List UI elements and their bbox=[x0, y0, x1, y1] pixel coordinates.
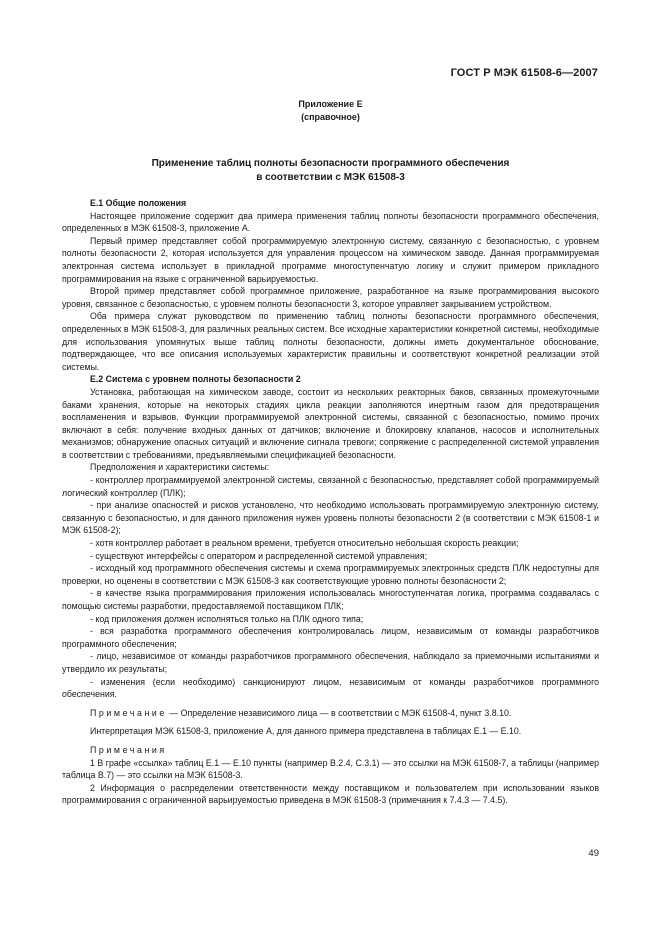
note bbox=[62, 707, 599, 720]
list-item: - изменения (если необходимо) санкционируют лицом, независимым от команды разработчиков программного обеспечения. bbox=[62, 676, 599, 700]
note-label: Примечание bbox=[90, 707, 167, 718]
standard-designation: ГОСТ Р МЭК 61508-6—2007 bbox=[450, 67, 598, 79]
note-item: 1 В графе «ссылка» таблиц Е.1 — Е.10 пункты (например В.2.4, С.3.1) — это ссылки на МЭК 61508-7, а таблицы (например таблица В.7) — это ссылки на МЭК 61508-3. bbox=[62, 757, 599, 781]
paragraph: Предположения и характеристики системы: bbox=[90, 462, 270, 473]
list-item: - исходный код программного обеспечения системы и схема программируемых электронных средств ПЛК недоступны для проверки, но оценены в соответствии с МЭК 61508-3 как соответствующие уровню полноты безопасности 2; bbox=[62, 563, 599, 586]
note-text: — Определение независимого лица — в соответствии с МЭК 61508-4, пункт 3.8.10. bbox=[166, 707, 512, 718]
interpretation-text: Интерпретация МЭК 61508-3, приложение А, для данного примера представлена в таблицах Е.1 — Е.10. bbox=[90, 726, 522, 737]
list-item: - вся разработка программного обеспечения контролировалась лицом, независимым от команды разработчиков программного обеспечения; bbox=[62, 626, 599, 649]
page-number: 49 bbox=[588, 848, 599, 859]
list-item: - существуют интерфейсы с оператором и распределенной системой управления; bbox=[90, 550, 428, 561]
list-item: - код приложения должен исполняться только на ПЛК одного типа; bbox=[90, 613, 364, 624]
paragraph: Второй пример представляет собой программное приложение, разработанное на языке программирования высокого уровня, связанное с безопасностью, с уровнем полноты безопасности 3, которое управляет закрыванием устройством. bbox=[62, 286, 599, 309]
annex-type: (справочное) bbox=[301, 112, 360, 122]
annex-heading-line1: Применение таблиц полноты безопасности программного обеспечения bbox=[151, 158, 510, 169]
list-item: - при анализе опасностей и рисков установлено, что необходимо использовать программируемую электронную систему, связанную с безопасностью, и для данного приложения нужен уровень полноты безопасности 2 (в соответствии с МЭК 61508-1 и МЭК 61508-2); bbox=[62, 500, 599, 536]
document-body bbox=[62, 197, 599, 807]
paragraph: Первый пример представляет собой программируемую электронную систему, связанную с безопасностью, с уровнем полноты безопасности 2, которая используется для управления процессом на химическом заводе. Данная программируемая электронная система использует в прикладной программе многоступенчатую логику и служит примером прикладного программирования на языке с ограниченной варьируемостью. bbox=[62, 235, 599, 284]
notes-label: Примечания bbox=[90, 744, 167, 755]
note-item: 2 Информация о распределении ответственности между поставщиком и пользователем при использовании языков программирования с ограниченной варьируемостью приведена в МЭК 61508-3 (примечания к 7.4.3 — 7.4.5). bbox=[62, 782, 599, 806]
list-item: - хотя контроллер работает в реальном времени, требуется относительно небольшая скорость реакции; bbox=[90, 538, 519, 549]
paragraph: Установка, работающая на химическом заводе, состоит из нескольких реакторных баков, связанных промежуточными баками хранения, которые на некоторых стадиях цикла реакции заполняются инертным газом для предотвращения воспламенения и взрывов. Функции программируемой электронной системы, связанной с безопасностью, помимо прочих включают в себя: получение входных данных от датчиков; включение и блокировку клапанов, насосов и исполнительных механизмов; обнаружение опасных ситуаций и включение сигнала тревоги; сопряжение с распределенной системой управления в соответствии с требованиями, предъявляемыми спецификацией безопасности. bbox=[62, 386, 599, 460]
section-e1-heading: Е.1 Общие положения bbox=[90, 198, 187, 208]
list-item: - в качестве языка программирования приложения использовалась многоступенчатая логика, программа создавалась с помощью системы разработки, предоставляемой поставщиком ПЛК; bbox=[62, 588, 599, 611]
list-item: - лицо, независимое от команды разработчиков программного обеспечения, наблюдало за приемочными испытаниями и утвердило их результаты; bbox=[62, 651, 599, 674]
annex-heading bbox=[60, 157, 601, 185]
paragraph: Оба примера служат руководством по применению таблиц полноты безопасности программного обеспечения, определенных в МЭК 61508-3, для различных реальных систем. Все исходные характеристики конкретной системы, необходимые для использования упомянутых выше таблиц полноты безопасности, должны иметь документальное обоснование, подтверждающее, что все описания используемых характеристик правильны и соответствуют конкретной реализации этой системы. bbox=[62, 311, 599, 372]
annex-title: Приложение Е bbox=[298, 99, 363, 109]
list-item: - контроллер программируемой электронной системы, связанной с безопасностью, представляет собой программируемый логический контроллер (ПЛК); bbox=[62, 475, 599, 498]
paragraph: Настоящее приложение содержит два примера применения таблиц полноты безопасности программного обеспечения, определенных в МЭК 61508-3, приложение А. bbox=[62, 210, 599, 234]
annex-heading-line2: в соответствии с МЭК 61508-3 bbox=[256, 172, 405, 183]
section-e2-heading: Е.2 Система с уровнем полноты безопасности 2 bbox=[90, 374, 301, 385]
